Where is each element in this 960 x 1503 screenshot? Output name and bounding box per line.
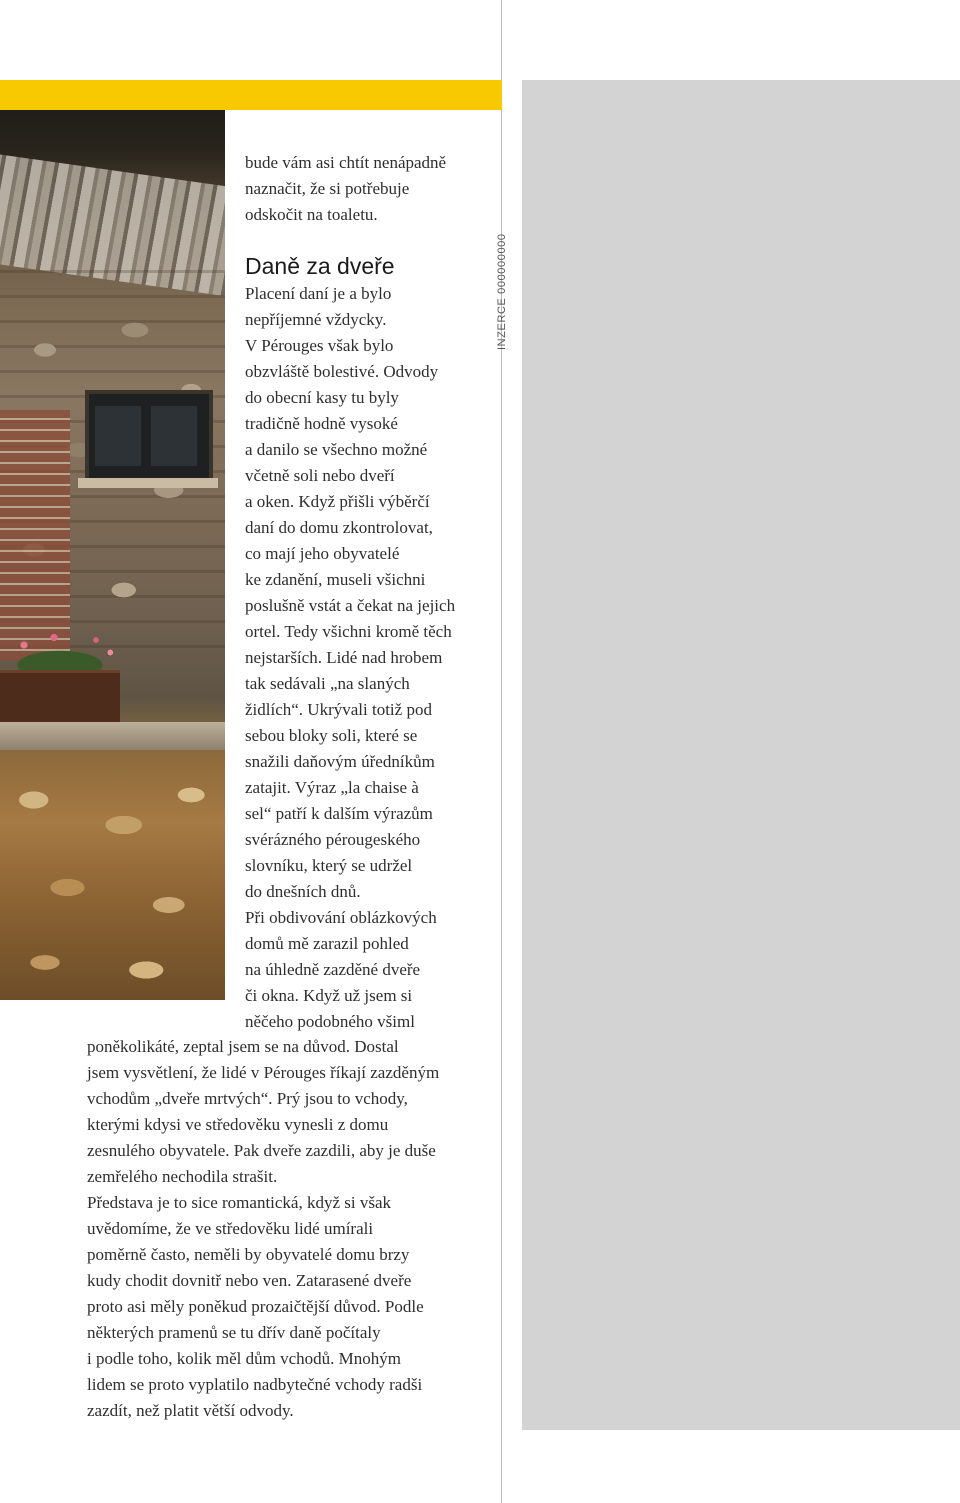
text-line: zemřelého nechodila strašit. xyxy=(87,1167,278,1186)
text-line: a danilo se všechno možné xyxy=(245,440,428,459)
text-line: domů mě zarazil pohled xyxy=(245,934,409,953)
text-line: obzvláště bolestivé. Odvody xyxy=(245,362,439,381)
intro-paragraph xyxy=(245,150,495,228)
text-line: něčeho podobného všiml xyxy=(245,1012,415,1031)
text-line: či okna. Když už jsem si xyxy=(245,986,413,1005)
text-line: do dnešních dnů. xyxy=(245,882,361,901)
photo-window xyxy=(85,390,213,483)
text-line: vchodům „dveře mrtvých“. Prý jsou to vchody, xyxy=(87,1089,408,1108)
text-line: kterými kdysi ve středověku vynesli z domu xyxy=(87,1115,389,1134)
text-line: nepříjemné vždycky. xyxy=(245,310,387,329)
text-line: zesnulého obyvatele. Pak dveře zazdili, aby je duše xyxy=(87,1141,436,1160)
text-line: daní do domu zkontrolovat, xyxy=(245,518,433,537)
wide-paragraph-2 xyxy=(87,1190,497,1424)
photo-rubble-wall xyxy=(0,750,225,1000)
stone-house-photo xyxy=(0,110,225,1000)
text-line: lidem se proto vyplatilo nadbytečné vchody radši xyxy=(87,1375,423,1394)
text-line: proto asi měly poněkud prozaičtější důvod. Podle xyxy=(87,1297,424,1316)
text-line: naznačit, že si potřebuje xyxy=(245,179,410,198)
advertisement-label: INZERCE 000000000 xyxy=(496,233,508,350)
photo-planter-box xyxy=(0,670,120,728)
text-line: uvědomíme, že ve středověku lidé umírali xyxy=(87,1219,374,1238)
text-line: kudy chodit dovnitř nebo ven. Zatarasené dveře xyxy=(87,1271,412,1290)
text-line: včetně soli nebo dveří xyxy=(245,466,395,485)
text-line: Při obdivování oblázkových xyxy=(245,908,437,927)
text-line: na úhledně zazděné dveře xyxy=(245,960,421,979)
text-line: sel“ patří k dalším výrazům xyxy=(245,804,433,823)
text-line: nejstarších. Lidé nad hrobem xyxy=(245,648,443,667)
text-line: V Pérouges však bylo xyxy=(245,336,394,355)
section-accent-bar xyxy=(0,80,502,110)
photo-stone-ledge xyxy=(0,722,225,750)
text-line: některých pramenů se tu dřív daně počítaly xyxy=(87,1323,381,1342)
text-line: svérázného pérougeského xyxy=(245,830,421,849)
narrow-column-text xyxy=(245,281,495,1035)
text-line: poněkolikáté, zeptal jsem se na důvod. Dostal xyxy=(87,1037,399,1056)
advertisement-panel xyxy=(522,80,960,1430)
text-line: snažili daňovým úředníkům xyxy=(245,752,435,771)
page-gutter-line xyxy=(501,0,502,1503)
text-line: židlích“. Ukrývali totiž pod xyxy=(245,700,432,719)
text-line: odskočit na toaletu. xyxy=(245,205,378,224)
photo-window-pane-right xyxy=(151,406,197,466)
text-line: jsem vysvětlení, že lidé v Pérouges říkají zazděným xyxy=(87,1063,440,1082)
text-line: Představa je to sice romantická, když si však xyxy=(87,1193,392,1212)
wide-paragraph-1 xyxy=(87,1034,497,1190)
text-line: co mají jeho obyvatelé xyxy=(245,544,400,563)
text-line: zazdít, než platit větší odvody. xyxy=(87,1401,294,1420)
text-line: zatajit. Výraz „la chaise à xyxy=(245,778,419,797)
photo-brick-column xyxy=(0,410,70,660)
text-line: ortel. Tedy všichni kromě těch xyxy=(245,622,452,641)
text-line: sebou bloky soli, které se xyxy=(245,726,418,745)
text-line: bude vám asi chtít nenápadně xyxy=(245,153,447,172)
text-line: do obecní kasy tu byly xyxy=(245,388,399,407)
text-line: slovníku, který se udržel xyxy=(245,856,413,875)
text-line: tradičně hodně vysoké xyxy=(245,414,398,433)
text-line: poměrně často, neměli by obyvatelé domu brzy xyxy=(87,1245,410,1264)
photo-window-pane-left xyxy=(95,406,141,466)
photo-flowers xyxy=(0,625,120,675)
text-line: poslušně vstát a čekat na jejich xyxy=(245,596,456,615)
text-line: i podle toho, kolik měl dům vchodů. Mnohým xyxy=(87,1349,402,1368)
text-line: a oken. Když přišli výběrčí xyxy=(245,492,430,511)
section-heading: Daně za dveře xyxy=(245,253,395,279)
text-line: ke zdanění, museli všichni xyxy=(245,570,426,589)
photo-window-sill xyxy=(78,478,218,488)
text-line: Placení daní je a bylo xyxy=(245,284,392,303)
text-line: tak sedávali „na slaných xyxy=(245,674,410,693)
